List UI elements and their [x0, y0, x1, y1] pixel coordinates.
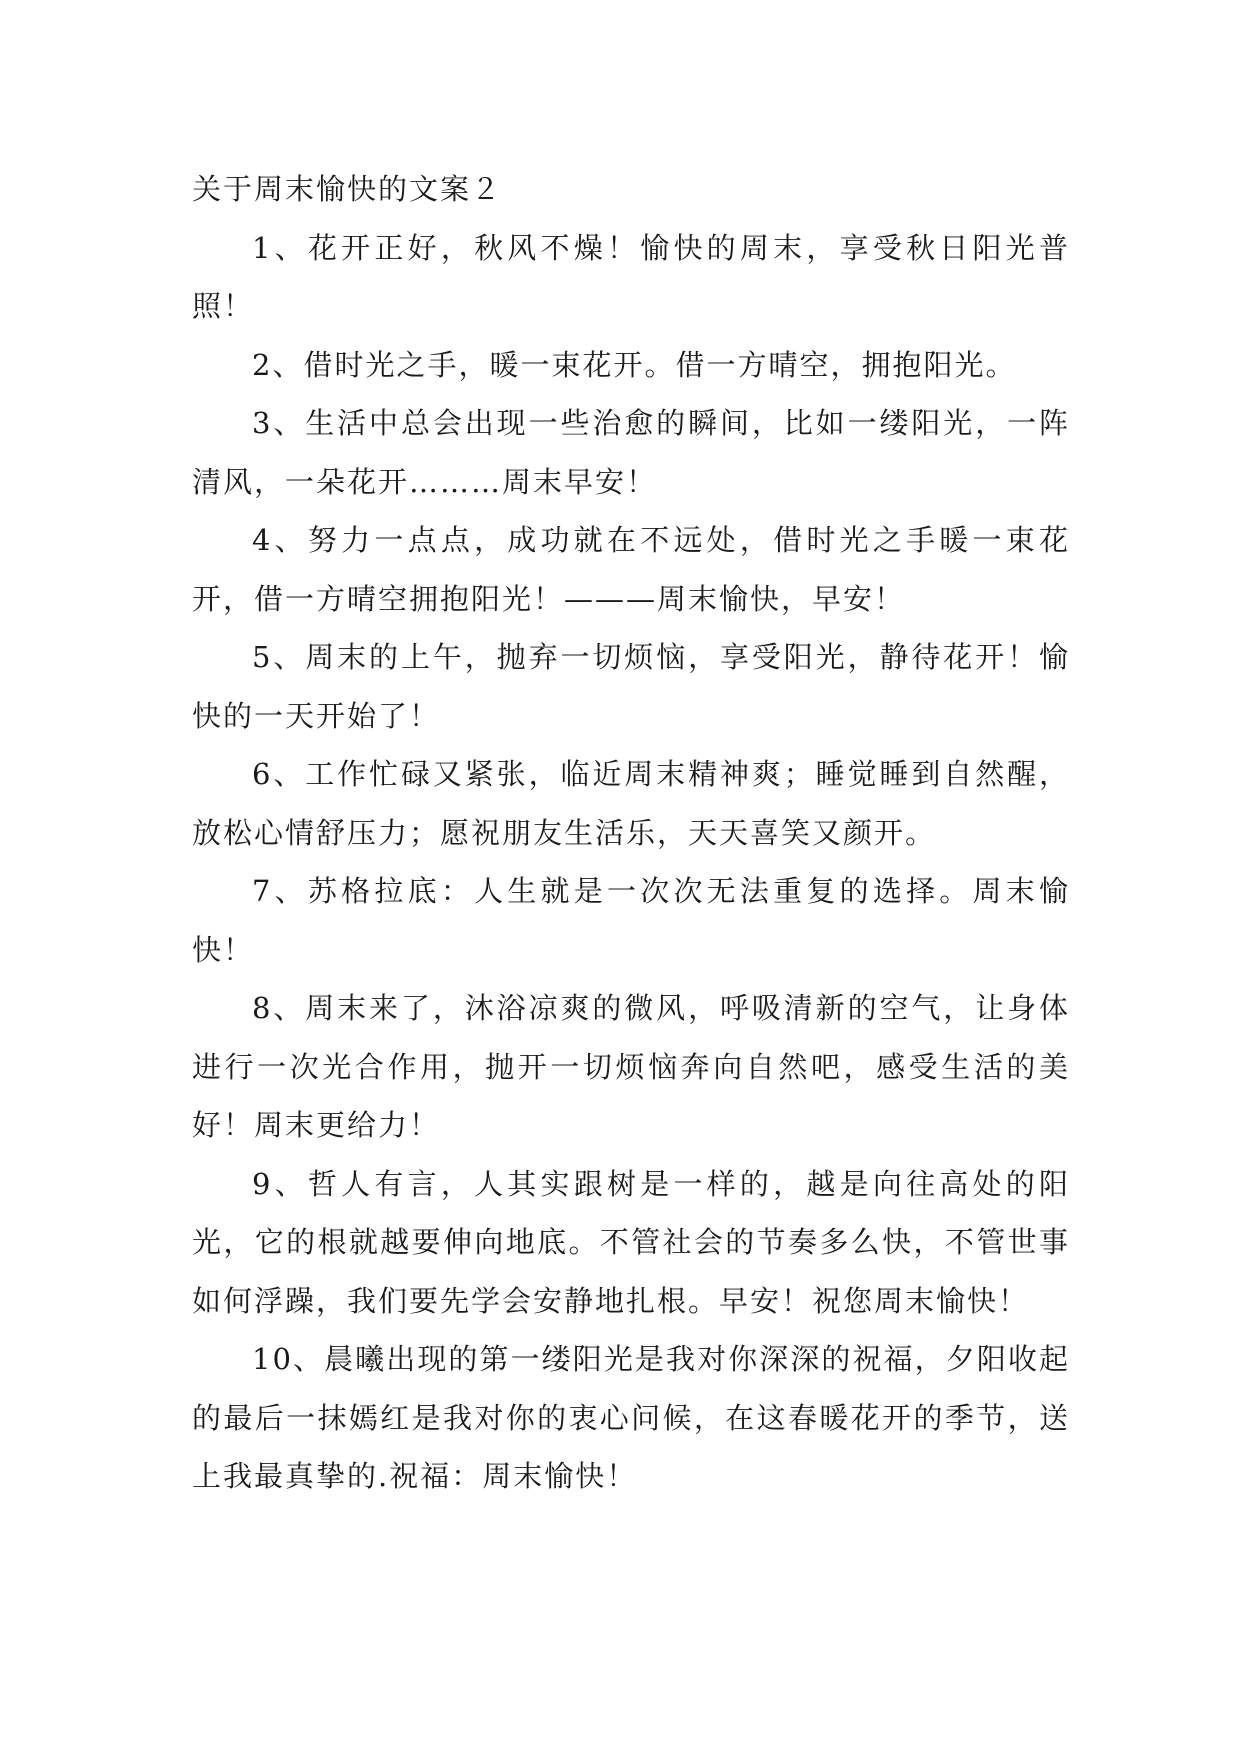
paragraph-3: 3、生活中总会出现一些治愈的瞬间，比如一缕阳光，一阵清风，一朵花开………周末早安！ — [192, 406, 1070, 499]
document-body — [192, 160, 1070, 1506]
paragraph-6: 6、工作忙碌又紧张，临近周末精神爽；睡觉睡到自然醒，放松心情舒压力；愿祝朋友生活乐，天天喜笑又颜开。 — [192, 757, 1070, 850]
paragraph-10: 10、晨曦出现的第一缕阳光是我对你深深的祝福，夕阳收起的最后一抹嫣红是我对你的衷心问候，在这春暖花开的季节，送上我最真挚的.祝福：周末愉快！ — [192, 1342, 1070, 1493]
paragraph-7: 7、苏格拉底：人生就是一次次无法重复的选择。周末愉快！ — [192, 874, 1070, 967]
paragraph-2: 2、借时光之手，暖一束花开。借一方晴空，拥抱阳光。 — [252, 347, 1017, 382]
paragraph-1: 1、花开正好，秋风不燥！愉快的周末，享受秋日阳光普照！ — [192, 230, 1070, 323]
paragraph-9: 9、哲人有言，人其实跟树是一样的，越是向往高处的阳光，它的根就越要伸向地底。不管社会的节奏多么快，不管世事如何浮躁，我们要先学会安静地扎根。早安！祝您周末愉快！ — [192, 1166, 1070, 1318]
paragraph-4: 4、努力一点点，成功就在不远处，借时光之手暖一束花开，借一方晴空拥抱阳光！———周末愉快，早安！ — [192, 523, 1070, 616]
paragraph-5: 5、周末的上午，抛弃一切烦恼，享受阳光，静待花开！愉快的一天开始了！ — [192, 640, 1070, 733]
paragraph-8: 8、周末来了，沐浴凉爽的微风，呼吸清新的空气，让身体进行一次光合作用，抛开一切烦恼奔向自然吧，感受生活的美好！周末更给力！ — [192, 991, 1070, 1142]
document-title: 关于周末愉快的文案２ — [192, 172, 503, 206]
